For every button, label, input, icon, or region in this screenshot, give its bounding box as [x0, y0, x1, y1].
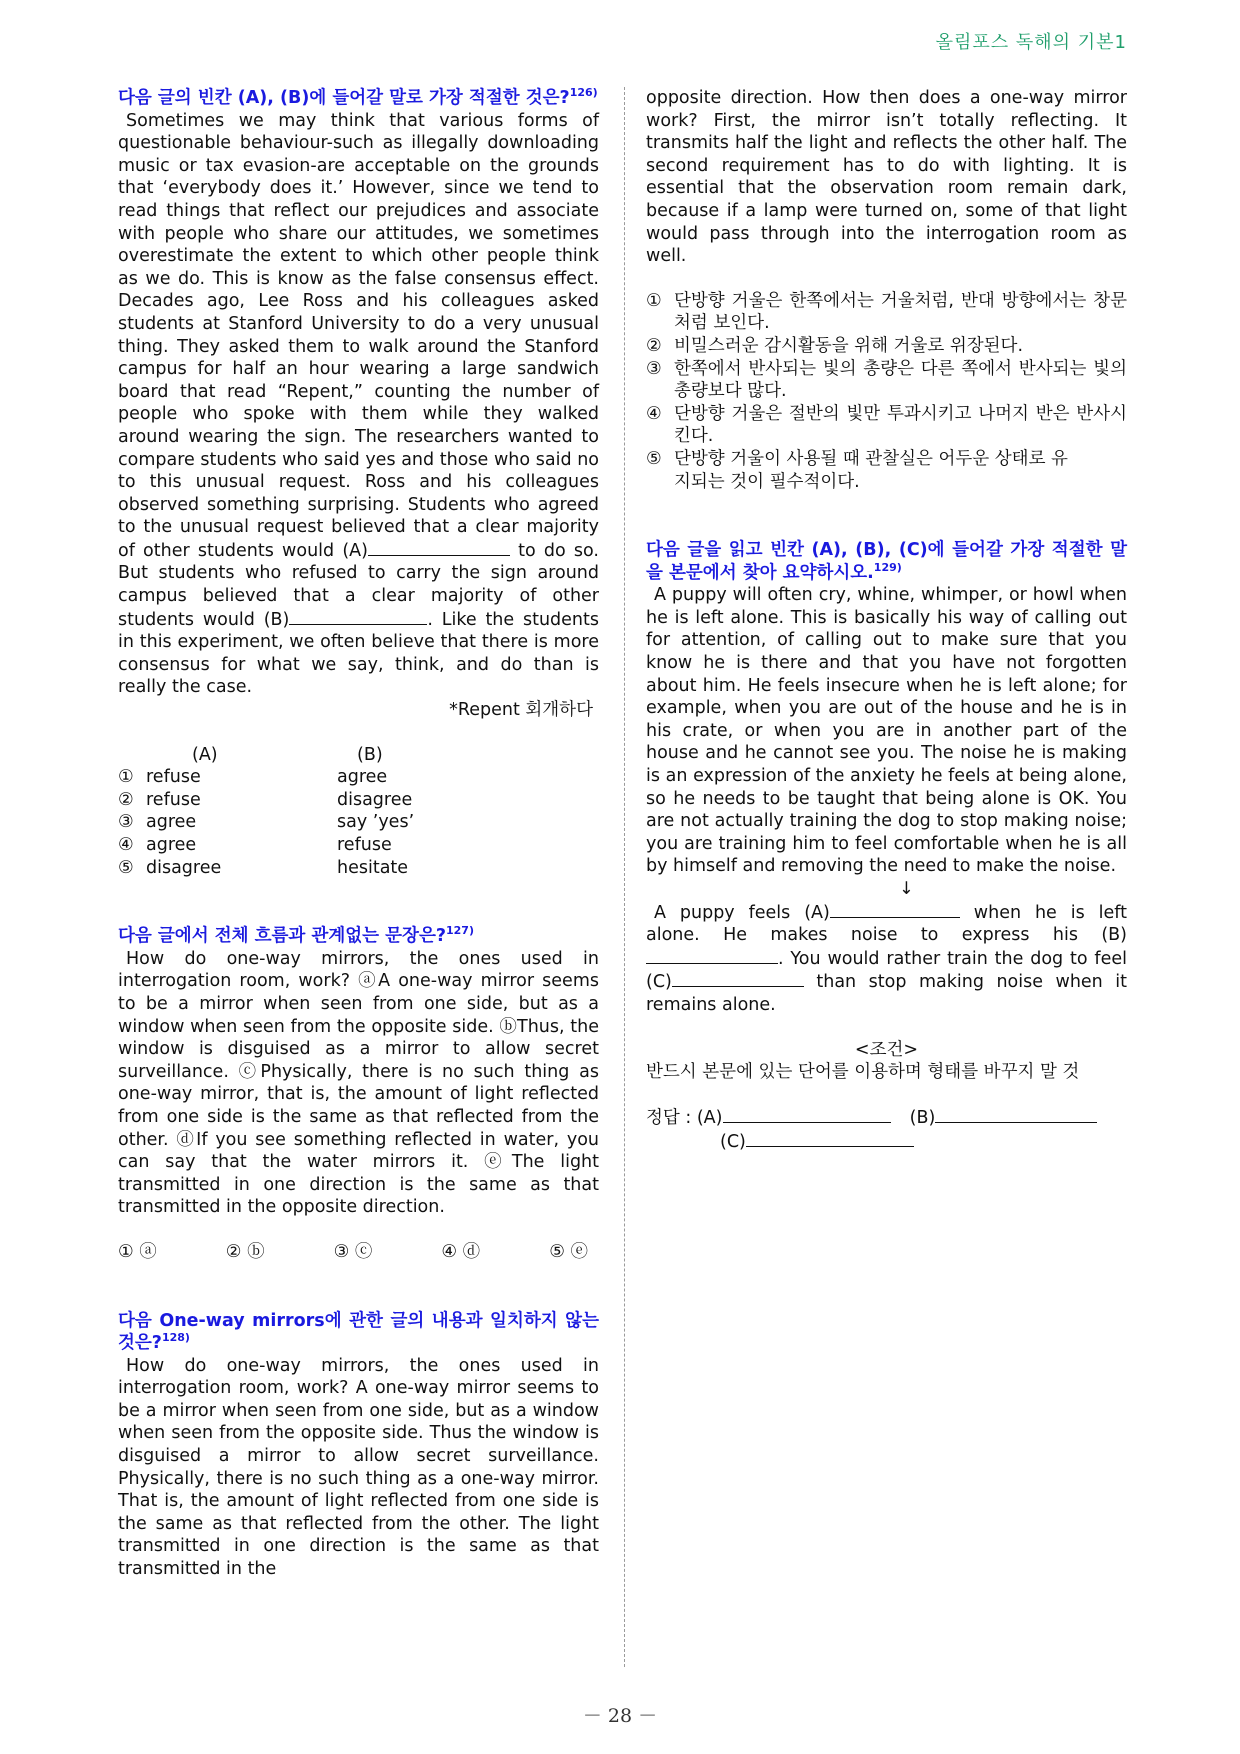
summary-blank-b [646, 947, 778, 964]
q128-title: 다음 One-way mirrors에 관한 글의 내용과 일치하지 않는 것은?$^{128)}$ [118, 1310, 599, 1354]
q126-choice-5[interactable]: ⑤ disagree hesitate [118, 857, 409, 878]
condition-title: <조건> [854, 1039, 919, 1060]
blank-a [368, 539, 510, 556]
down-arrow-icon: ↓ [899, 879, 914, 899]
q127-choice-3[interactable]: ③ ⓒ [333, 1241, 373, 1262]
q126-title: 다음 글의 빈칸 (A), (B)에 들어갈 말로 가장 적절한 것은?$^{126)}$ [118, 86, 598, 108]
answer-row-2: (C) [646, 1130, 1127, 1154]
q127-title: 다음 글에서 전체 흐름과 관계없는 문장은?$^{127)}$ [118, 924, 474, 947]
q128-passage-left: How do one-way mirrors, the ones used in interrogation room, work? A one-way mirror seems to be a mirror when seen from one side, but as a window when seen from the opposite side. Thus the window is disguised a mirror to allow secret surveillance. Physically, there is no such thing as a one-way mirror. That is, the amount of light reflected from one side is the same as that reflected from the other. The light transmitted in one direction is the same as that transmitted in the [118, 1355, 599, 1580]
q128-choice-1[interactable]: ① 단방향 거울은 한쪽에서는 거울처럼, 반대 방향에서는 창문처럼 보인다. [646, 290, 1127, 334]
answer-field-b[interactable] [935, 1106, 1097, 1123]
q126-choice-3[interactable]: ③ agree say ’yes’ [118, 812, 415, 833]
q127-choice-4[interactable]: ④ ⓓ [441, 1241, 481, 1262]
q129-title: 다음 글을 읽고 빈칸 (A), (B), (C)에 들어갈 가장 적절한 말을 본문에서 찾아 요약하시오.$^{129)}$ [646, 540, 1127, 583]
q126-choice-1[interactable]: ① refuse agree [118, 767, 388, 788]
page-number: － 28 － [582, 1705, 658, 1727]
q126-choice-4[interactable]: ④ agree refuse [118, 835, 392, 855]
q127-passage: How do one-way mirrors, the ones used in interrogation room, work? ⓐA one-way mirror seems to be a mirror when seen from one side, but as a window when seen from the opposite side. ⓑThus, the window is disguised as a mirror to allow secret surveillance. ⓒPhysically, there is no such thing as one-way mirror, that is, the amount of light reflected from one side is the same as that reflected from the other. ⓓIf you see something reflected in water, you can say that the water mirrors it. ⓔThe light transmitted in one direction is the same as that transmitted in the opposite direction. [118, 948, 599, 1218]
right-column [646, 87, 1127, 1154]
column-divider [624, 87, 625, 1667]
condition-text: 반드시 본문에 있는 단어를 이용하며 형태를 바꾸지 말 것 [646, 1062, 1080, 1083]
q127-choices [118, 1241, 588, 1264]
answer-label: 정답 : [646, 1107, 692, 1128]
q127-choice-2[interactable]: ② ⓑ [225, 1241, 265, 1262]
blank-b [289, 608, 427, 625]
answer-row-1: 정답 : (A) (B) [646, 1106, 1127, 1130]
q129-passage: A puppy will often cry, whine, whimper, or howl when he is left alone. This is basically his way of calling out for attention, of calling out to make sure that you know he is there and that you have not forgotten about him. He feels insecure when he is left alone; for example, when you are out of the house and he is in his crate, or when you are in another part of the house and he cannot see you. The noise he is making is an expression of the anxiety he feels at being alone, so he needs to be taught that being alone is OK. You are not actually training the dog to stop making noise; you are training him to feel comfortable when he is all by himself and removing the need to make the noise. [646, 585, 1127, 877]
q129-summary: A puppy feels (A) when he is left alone. He makes noise to express his (B). You would rather train the dog to feel (C) than stop making noise when it remains alone. [646, 902, 1127, 1015]
q128-passage-right: opposite direction. How then does a one-way mirror work? First, the mirror isn’t totally reflecting. It transmits half the light and reflects the other half. The second requirement has to do with lighting. It is essential that the observation room remain dark, because if a lamp were turned on, some of that light would pass through into the interrogation room as well. [646, 88, 1127, 267]
q128-choice-4[interactable]: ④ 단방향 거울은 절반의 빛만 투과시키고 나머지 반은 반사시킨다. [646, 403, 1127, 447]
q126-note: *Repent 회개하다 [449, 700, 593, 721]
q126-col-a-header: (A) [192, 744, 218, 765]
page-header-title: 올림포스 독해의 기본1 [935, 32, 1127, 53]
q127-choice-1[interactable]: ① ⓐ [118, 1241, 157, 1262]
q126-choices [118, 744, 414, 880]
q128-choice-5-cont: 지되는 것이 필수적이다. [674, 471, 860, 492]
left-column [118, 87, 599, 1581]
q128-choices [646, 290, 1127, 493]
summary-blank-c [672, 970, 804, 987]
q126-choice-2[interactable]: ② refuse disagree [118, 789, 413, 810]
answer-field-c[interactable] [746, 1130, 914, 1147]
q127-choice-5[interactable]: ⑤ ⓔ [549, 1241, 588, 1262]
q128-choice-2[interactable]: ② 비밀스러운 감시활동을 위해 거울로 위장된다. [646, 335, 1024, 356]
q128-choice-5[interactable]: ⑤ 단방향 거울이 사용될 때 관찰실은 어두운 상태로 유 [646, 448, 1068, 469]
answer-field-a[interactable] [723, 1106, 891, 1123]
summary-blank-a [830, 901, 960, 918]
q126-col-b-header: (B) [357, 744, 383, 765]
q126-passage: Sometimes we may think that various forms of questionable behaviour-such as illegally downloading music or tax evasion-are acceptable on the grounds that ‘everybody does it.’ However, since we tend to read things that reflect our prejudices and associate with people who share our attitudes, we sometimes overestimate the extent to which other people think as we do. This is know as the false consensus effect. Decades ago, Lee Ross and his colleagues asked students at Stanford University to do a very unusual thing. They asked them to walk around the Stanford campus for half an hour wearing a large sandwich board that read “Repent,” counting the number of people who spoke with them while they walked around wearing the sign. The researchers wanted to compare students who said yes and those who said no to this unusual request. Ross and his colleagues observed something surprising. Students who agreed to the unusual request believed that a clear majority of other students would (A) to do so. But students who refused to carry the sign around campus believed that a clear majority of other students would (B) . Like the students in this experiment, we often believe that there is more consensus for what we say, think, and do than is really the case. [118, 110, 599, 698]
q128-choice-3[interactable]: ③ 한쪽에서 반사되는 빛의 총량은 다른 쪽에서 반사되는 빛의 총량보다 많다. [646, 358, 1127, 402]
